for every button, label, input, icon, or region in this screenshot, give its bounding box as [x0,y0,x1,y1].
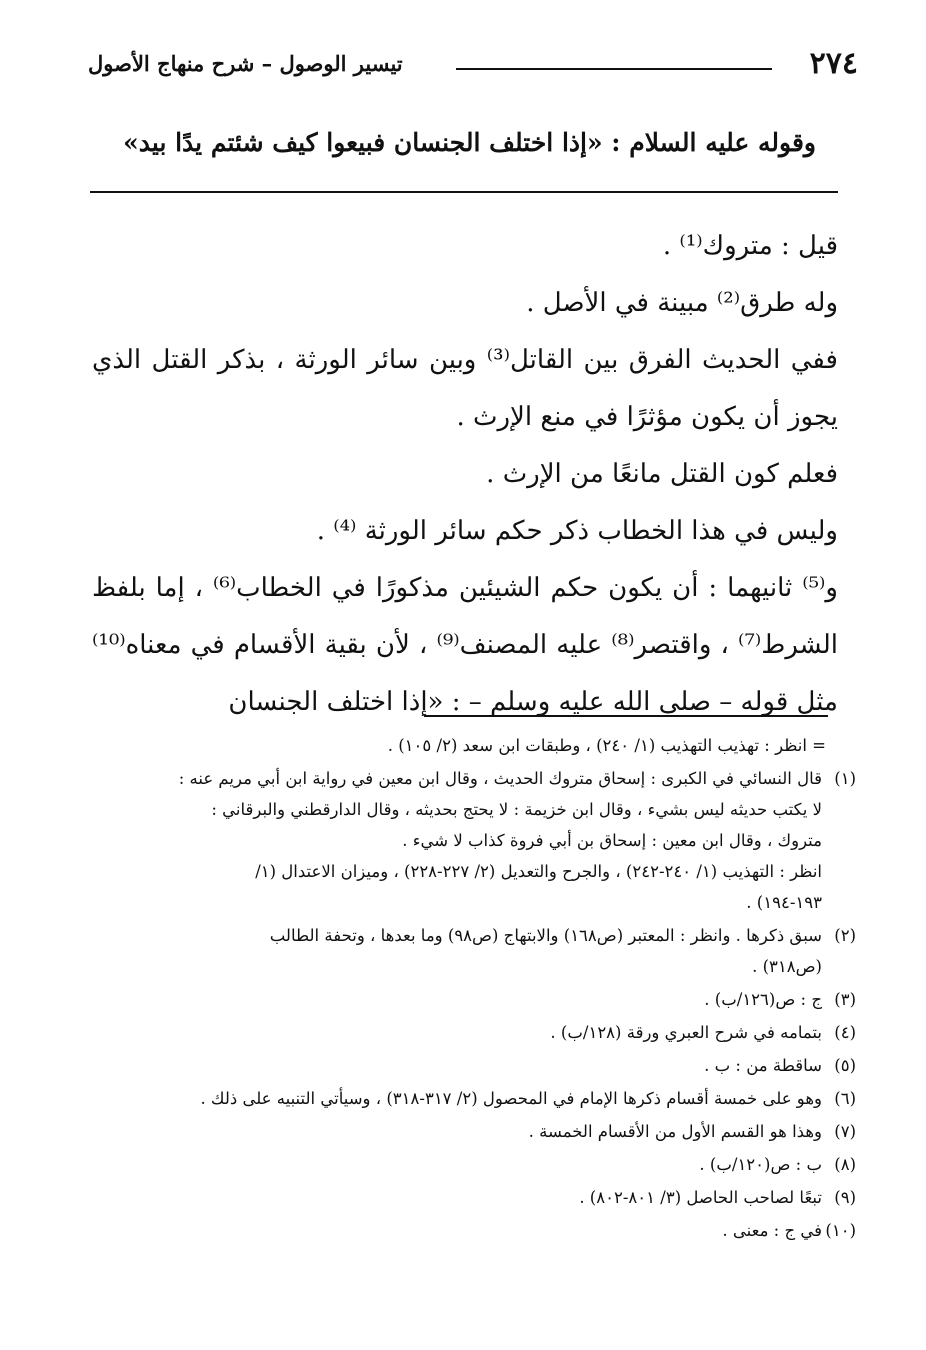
hadith-quote: وقوله عليه السلام : «إذا اختلف الجنسان فبيعوا كيف شئتم يدًا بيد» [123,128,816,157]
footnote-line: متروك ، وقال ابن معين : إسحاق بن أبي فروة كذاب لا شيء . [402,831,822,850]
footnote [98,984,856,1015]
footnote-number: (٧) [834,1122,856,1141]
footnote-number: (٤) [834,1023,856,1042]
footnote-line: وهذا هو القسم الأول من الأقسام الخمسة . [528,1122,822,1141]
page-number: ٢٧٤ [809,46,858,81]
running-title: تيسير الوصول – شرح منهاج الأصول [88,51,403,76]
footnote-number: (١٠) [825,1221,856,1240]
quote-rule [90,191,838,193]
footnote [98,1050,856,1081]
footnote-line: سبق ذكرها . وانظر : المعتبر (ص١٦٨) والابتهاج (ص٩٨) وما بعدها ، وتحفة الطالب [269,926,822,945]
footnote [98,763,856,918]
footnote-number: (٥) [834,1056,856,1075]
footnote-number: (١) [834,769,856,788]
footnote-line: تبعًا لصاحب الحاصل (٣/ ٨٠١-٨٠٢) . [579,1188,822,1207]
footnote-continuation: = انظر : تهذيب التهذيب (١/ ٢٤٠) ، وطبقات ابن سعد (٢/ ١٠٥) . [387,736,826,755]
main-text [92,218,838,731]
footnote [98,920,856,982]
footnote-line: (ص٣١٨) . [752,957,822,976]
footnote-line: ب : ص(١٢٠/ب) . [699,1155,822,1174]
footnote-list [98,763,856,1246]
footnote-number: (٦) [834,1089,856,1108]
footnote-number: (٣) [834,990,856,1009]
paragraph: فعلم كون القتل مانعًا من الإرث . [486,459,838,489]
header-rule [456,68,772,70]
paragraph: قيل : متروك⁽¹⁾ . [662,231,838,261]
footnote-line: بتمامه في شرح العبري ورقة (١٢٨/ب) . [550,1023,822,1042]
footnote-line: انظر : التهذيب (١/ ٢٤٠-٢٤٢) ، والجرح والتعديل (٢/ ٢٢٧-٢٢٨) ، وميزان الاعتدال (١/ [255,862,822,881]
footnote-line: ساقطة من : ب . [704,1056,822,1075]
footnote-line: قال النسائي في الكبرى : إسحاق متروك الحديث ، وقال ابن معين في رواية ابن أبي مريم عنه : [178,769,822,788]
footnote-line: ج : ص(١٢٦/ب) . [704,990,822,1009]
footnote-line: لا يكتب حديثه ليس بشيء ، وقال ابن خزيمة : لا يحتج بحديثه ، وقال الدارقطني والبرقاني : [211,800,822,819]
footnote [98,1215,856,1246]
footnote-line: في ج : معنى . [722,1221,822,1240]
footnote-line: وهو على خمسة أقسام ذكرها الإمام في المحصول (٢/ ٣١٧-٣١٨) ، وسيأتي التنبيه على ذلك . [200,1089,822,1108]
paragraph: ففي الحديث الفرق بين القاتل⁽³⁾ وبين سائر الورثة ، بذكر القتل الذي يجوز أن يكون مؤثرًا في منع الإرث . [92,345,838,432]
footnote-number: (٩) [834,1188,856,1207]
footnote [98,1017,856,1048]
page-header [88,40,858,88]
footnote-separator [424,715,828,717]
footnote [98,1149,856,1180]
footnote [98,1116,856,1147]
footnote-line: ١٩٣-١٩٤) . [746,893,822,912]
footnote-number: (٨) [834,1155,856,1174]
footnote-number: (٢) [834,926,856,945]
footnote [98,1182,856,1213]
paragraph: و⁽⁵⁾ ثانيهما : أن يكون حكم الشيئين مذكورًا في الخطاب⁽⁶⁾ ، إما بلفظ الشرط⁽⁷⁾ ، واقتصر⁽⁸⁾ عليه المصنف⁽⁹⁾ ، لأن بقية الأقسام في معناه⁽¹⁰⁾ مثل قوله – صلى الله عليه وسلم – : «إذا اختلف الجنسان [92,573,839,717]
footnotes [98,730,856,1248]
paragraph: وله طرق⁽²⁾ مبينة في الأصل . [526,288,838,318]
paragraph: وليس في هذا الخطاب ذكر حكم سائر الورثة ⁽⁴⁾ . [316,516,838,546]
footnote [98,1083,856,1114]
